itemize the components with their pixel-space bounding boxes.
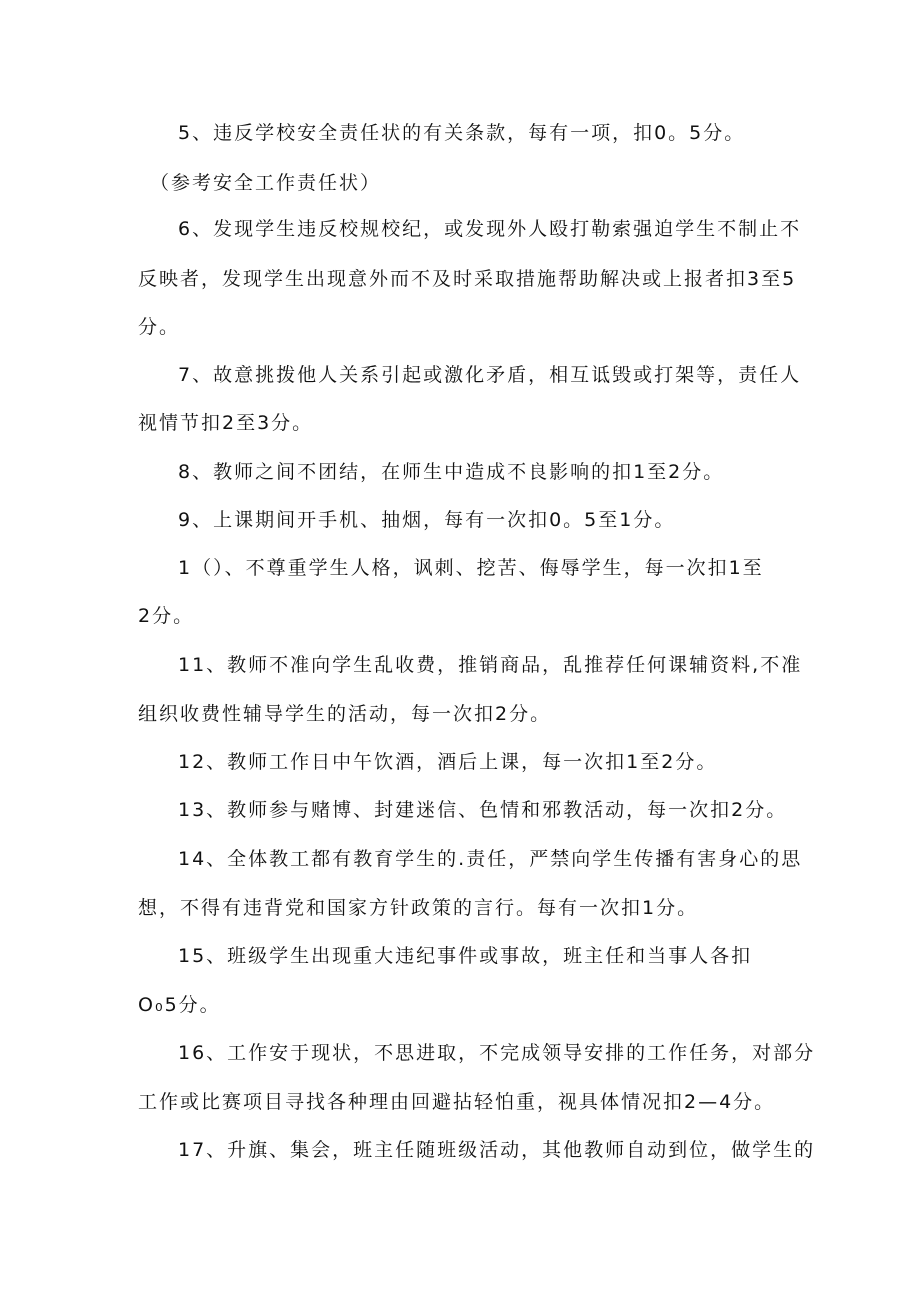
paragraph-16-line-2: 工作或比赛项目寻找各种理由回避拈轻怕重，视具体情况扣2—4分。 [138, 1091, 776, 1113]
paragraph-7-line-2: 视情节扣2至3分。 [138, 412, 314, 434]
paragraph-10-line-1: 1（）、不尊重学生人格，讽刺、挖苦、侮辱学生，每一次扣1至 [178, 557, 764, 579]
paragraph-17-line-1: 17、升旗、集会，班主任随班级活动，其他教师自动到位，做学生的 [178, 1139, 816, 1161]
paragraph-14-line-1: 14、全体教工都有教育学生的.责任，严禁向学生传播有害身心的思 [178, 848, 803, 870]
paragraph-16-line-1: 16、工作安于现状，不思进取，不完成领导安排的工作任务，对部分 [178, 1042, 816, 1064]
paragraph-14-line-2: 想，不得有违背党和国家方针政策的言行。每有一次扣1分。 [138, 897, 699, 919]
paragraph-11-line-1: 11、教师不准向学生乱收费，推销商品，乱推荐任何课辅资料,不准 [178, 654, 803, 676]
paragraph-6-line-1: 6、发现学生违反校规校纪，或发现外人殴打勒索强迫学生不制止不 [178, 218, 802, 240]
paragraph-10-line-2: 2分。 [138, 605, 195, 627]
paragraph-5-line-1: 5、违反学校安全责任状的有关条款，每有一项，扣0。5分。 [178, 122, 746, 144]
paragraph-6-line-3: 分。 [138, 316, 181, 338]
paragraph-11-line-2: 组织收费性辅导学生的活动，每一次扣2分。 [138, 703, 552, 725]
paragraph-8: 8、教师之间不团结，在师生中造成不良影响的扣1至2分。 [178, 461, 725, 483]
reference-note: （参考安全工作责任状） [150, 172, 382, 194]
paragraph-15-line-1: 15、班级学生出现重大违纪事件或事故，班主任和当事人各扣 [178, 945, 753, 967]
paragraph-9: 9、上课期间开手机、抽烟，每有一次扣0。5至1分。 [178, 509, 676, 531]
paragraph-13: 13、教师参与赌博、封建迷信、色情和邪教活动，每一次扣2分。 [178, 799, 788, 821]
paragraph-7-line-1: 7、故意挑拨他人关系引起或激化矛盾，相互诋毁或打架等，责任人 [178, 364, 802, 386]
paragraph-12: 12、教师工作日中午饮酒，酒后上课，每一次扣1至2分。 [178, 751, 718, 773]
paragraph-15-line-2: O₀5分。 [138, 994, 221, 1016]
paragraph-6-line-2: 反映者，发现学生出现意外而不及时采取措施帮助解决或上报者扣3至5 [138, 268, 797, 290]
